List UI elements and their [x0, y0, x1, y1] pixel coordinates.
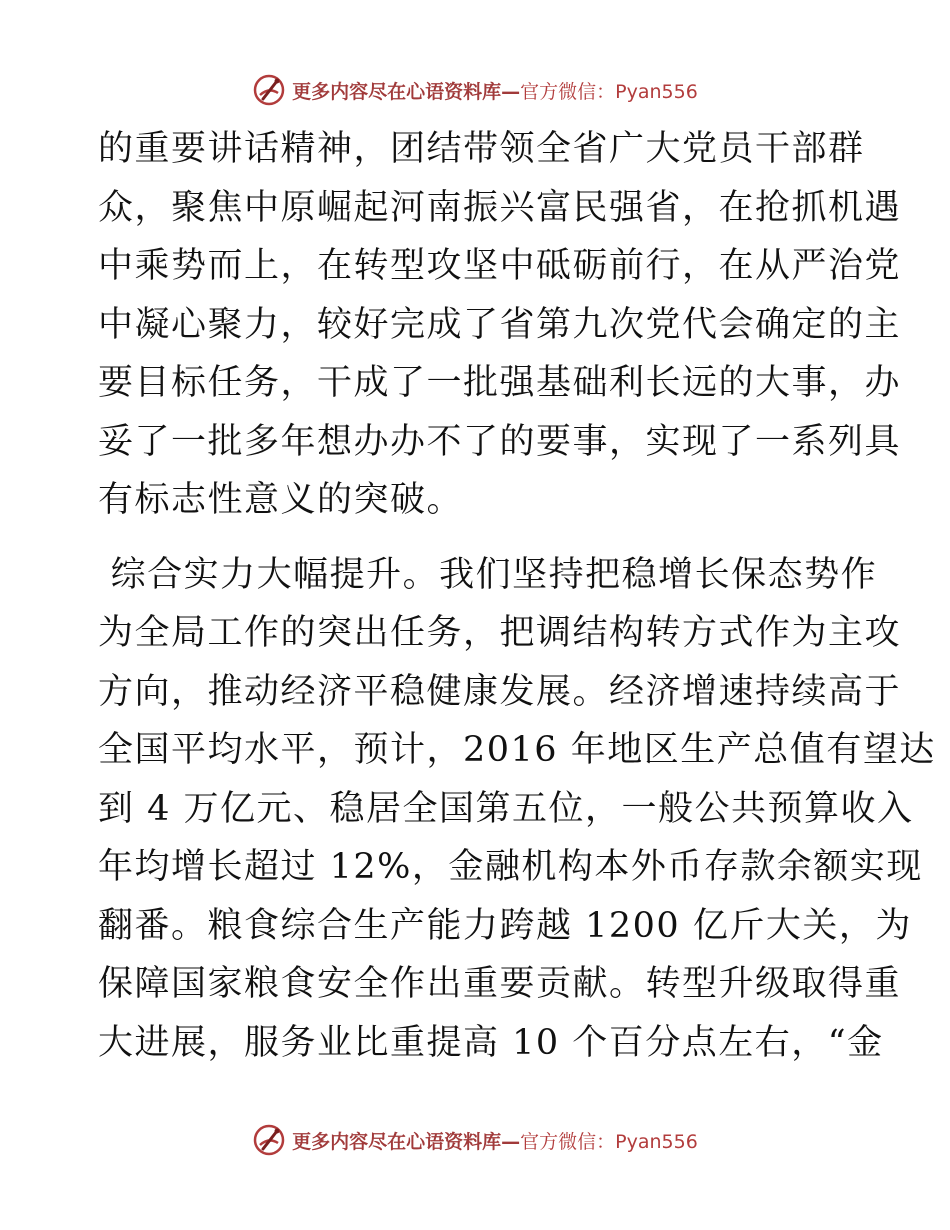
text-line: 妥了一批多年想办办不了的要事，实现了一系列具: [98, 421, 902, 462]
text-line: 保障国家粮食安全作出重要贡献。转型升级取得重: [98, 964, 902, 1004]
watermark-main-text: 更多内容尽在心语资料库—: [292, 1130, 521, 1153]
watermark-text: [292, 1127, 698, 1154]
text-line: 有标志性意义的突破。: [98, 480, 464, 520]
text-line: 全国平均水平，预计，2016 年地区生产总值有望达: [98, 730, 936, 770]
text-line: 翻番。粮食综合生产能力跨越 1200 亿斤大关，为: [98, 905, 912, 946]
paragraph-1: [98, 120, 902, 530]
text-line: 的重要讲话精神，团结带领全省广大党员干部群: [98, 129, 865, 169]
document-body: [98, 120, 936, 1131]
text-line: 中乘势而上，在转型攻坚中砥砺前行，在从严治党: [98, 246, 902, 286]
watermark-main-text: 更多内容尽在心语资料库—: [292, 80, 521, 103]
paragraph-2: [98, 546, 936, 1131]
text-line: 要目标任务，干成了一批强基础利长远的大事，办: [98, 363, 902, 403]
footer-watermark: [0, 1120, 950, 1160]
watermark-text: [292, 77, 698, 104]
text-line: 中凝心聚力，较好完成了省第九次党代会确定的主: [98, 304, 902, 345]
text-line: 方向，推动经济平稳健康发展。经济增速持续高于: [98, 671, 902, 712]
text-line: 年均增长超过 12%，金融机构本外币存款余额实现: [98, 847, 923, 887]
header-watermark: [0, 70, 950, 110]
text-line: 众，聚焦中原崛起河南振兴富民强省，在抢抓机遇: [98, 187, 902, 228]
book-pen-logo-icon: [252, 73, 286, 107]
text-line: 为全局工作的突出任务，把调结构转方式作为主攻: [98, 613, 902, 653]
watermark-wechat-text: 官方微信：Pyan556: [520, 80, 698, 103]
text-line: 综合实力大幅提升。我们坚持把稳增长保态势作: [98, 554, 878, 595]
text-line: 大进展，服务业比重提高 10 个百分点左右，“金: [98, 1022, 884, 1063]
watermark-wechat-text: 官方微信：Pyan556: [520, 1130, 698, 1153]
book-pen-logo-icon: [252, 1123, 286, 1157]
text-line: 到 4 万亿元、稳居全国第五位，一般公共预算收入: [98, 788, 914, 829]
